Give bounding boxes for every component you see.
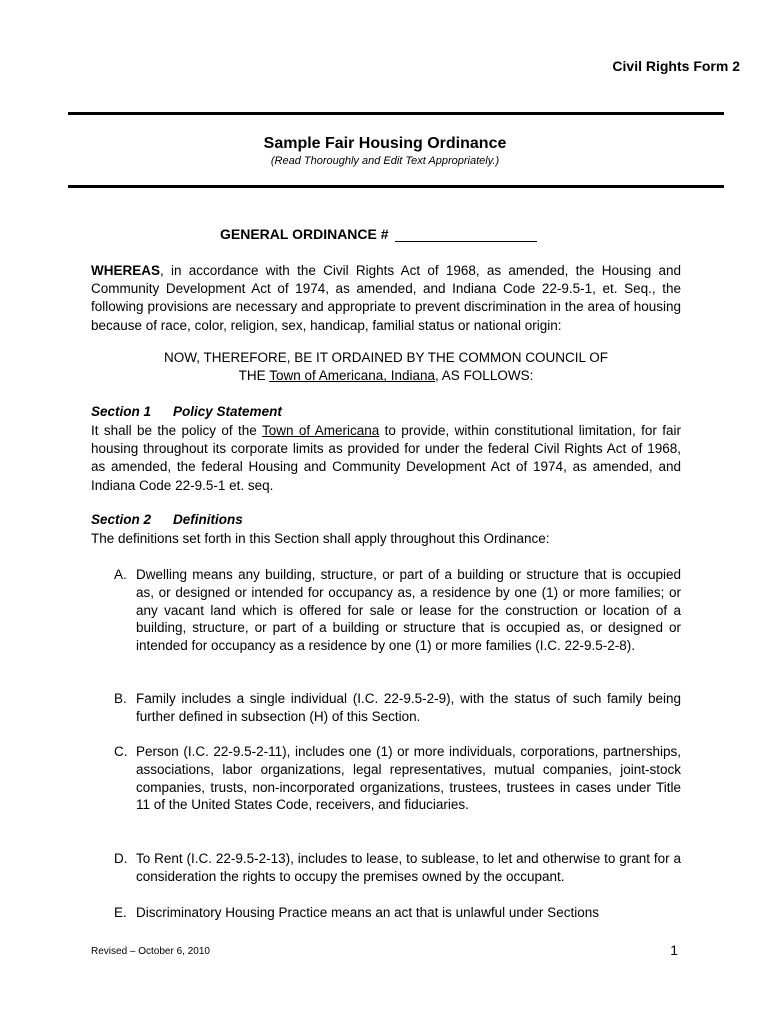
ordinance-number-heading <box>220 226 537 242</box>
definition-item-d <box>114 850 681 886</box>
item-text: To Rent (I.C. 22-9.5-2-13), includes to lease, to sublease, to let and otherwise to grant for a consideration the rights to occupy the premises owned by the occupant. <box>136 851 681 884</box>
section-1-title: Policy Statement <box>173 404 282 419</box>
section-2-heading <box>91 512 243 527</box>
section-2-intro: The definitions set forth in this Section shall apply throughout this Ordinance: <box>91 531 550 546</box>
document-title: Sample Fair Housing Ordinance <box>263 135 507 152</box>
definition-item-c <box>114 743 681 814</box>
ordained-line-2 <box>91 367 681 385</box>
ordinance-number-blank[interactable] <box>395 227 537 242</box>
ordained-line-1: NOW, THEREFORE, BE IT ORDAINED BY THE COMMON COUNCIL OF <box>163 350 609 365</box>
whereas-paragraph <box>91 262 681 335</box>
item-letter: E. <box>114 905 127 920</box>
definition-item-e <box>114 904 681 922</box>
section-1-pre: It shall be the policy of the <box>91 423 262 438</box>
town-name-link: Town of Americana, Indiana <box>269 368 436 384</box>
item-text: Person (I.C. 22-9.5-2-11), includes one (1) or more individuals, corporations, partnerships, associations, labor organizations, legal representatives, mutual companies, joint-stock companies, trusts, non-incorporated organizations, trustees, trustees in cases under Title 11 of the United States Code, receivers, and fiduciaries. <box>136 744 681 813</box>
section-1-town: Town of Americana <box>261 423 380 438</box>
ordinance-label: GENERAL ORDINANCE # <box>220 226 389 242</box>
whereas-text: , in accordance with the Civil Rights Act of 1968, as amended, the Housing and Community Development Act of 1974, as amended, and Indiana Code 22-9.5-1, et. Seq., the following provisions are necessary and appropriate to prevent discrimination in the area of housing because of race, color, religion, sex, handicap, familial status or national origin: <box>91 263 681 333</box>
item-letter: A. <box>114 567 127 582</box>
item-text: Dwelling means any building, structure, or part of a building or structure that is occupied as, or designed or intended for occupancy as, a residence by one (1) or more families; or any vacant land which is offered for sale or lease for the construction or location of a building, structure, or part of a building or structure that is occupied as, or designed or intended for occupancy as a residence by one (1) or more families (I.C. 22-9.5-2-8). <box>136 567 681 654</box>
form-label: Civil Rights Form 2 <box>612 58 740 74</box>
revision-date: Revised – October 6, 2010 <box>91 946 210 957</box>
section-1-number: Section 1 <box>91 404 152 419</box>
section-2-number: Section 2 <box>91 512 152 527</box>
section-1-heading <box>91 404 282 419</box>
top-rule <box>68 112 724 115</box>
ordained-line-2-post: , AS FOLLOWS: <box>435 368 534 384</box>
section-1-body <box>91 422 681 495</box>
bottom-rule <box>68 185 724 188</box>
item-text: Discriminatory Housing Practice means an act that is unlawful under Sections <box>136 905 599 920</box>
item-letter: D. <box>114 851 128 866</box>
definition-item-a <box>114 566 681 655</box>
item-text: Family includes a single individual (I.C. 22-9.5-2-9), with the status of such family being further defined in subsection (H) of this Section. <box>136 691 681 724</box>
ordained-clause <box>91 349 681 386</box>
definition-item-b <box>114 690 681 726</box>
whereas-lead: WHEREAS <box>91 263 161 278</box>
document-subtitle: (Read Thoroughly and Edit Text Appropriately.) <box>270 155 500 167</box>
item-letter: B. <box>114 691 127 706</box>
item-letter: C. <box>114 744 128 759</box>
section-1-post: to provide, within constitutional limitation, for fair housing throughout its corporate limits as provided for under the federal Civil Rights Act of 1968, as amended, the federal Housing and Community Development Act of 1974, as amended, and Indiana Code 22-9.5-1 et. seq. <box>91 423 681 493</box>
page-number: 1 <box>670 942 678 958</box>
section-2-title: Definitions <box>173 512 243 527</box>
ordained-line-2-pre: THE <box>238 368 270 384</box>
